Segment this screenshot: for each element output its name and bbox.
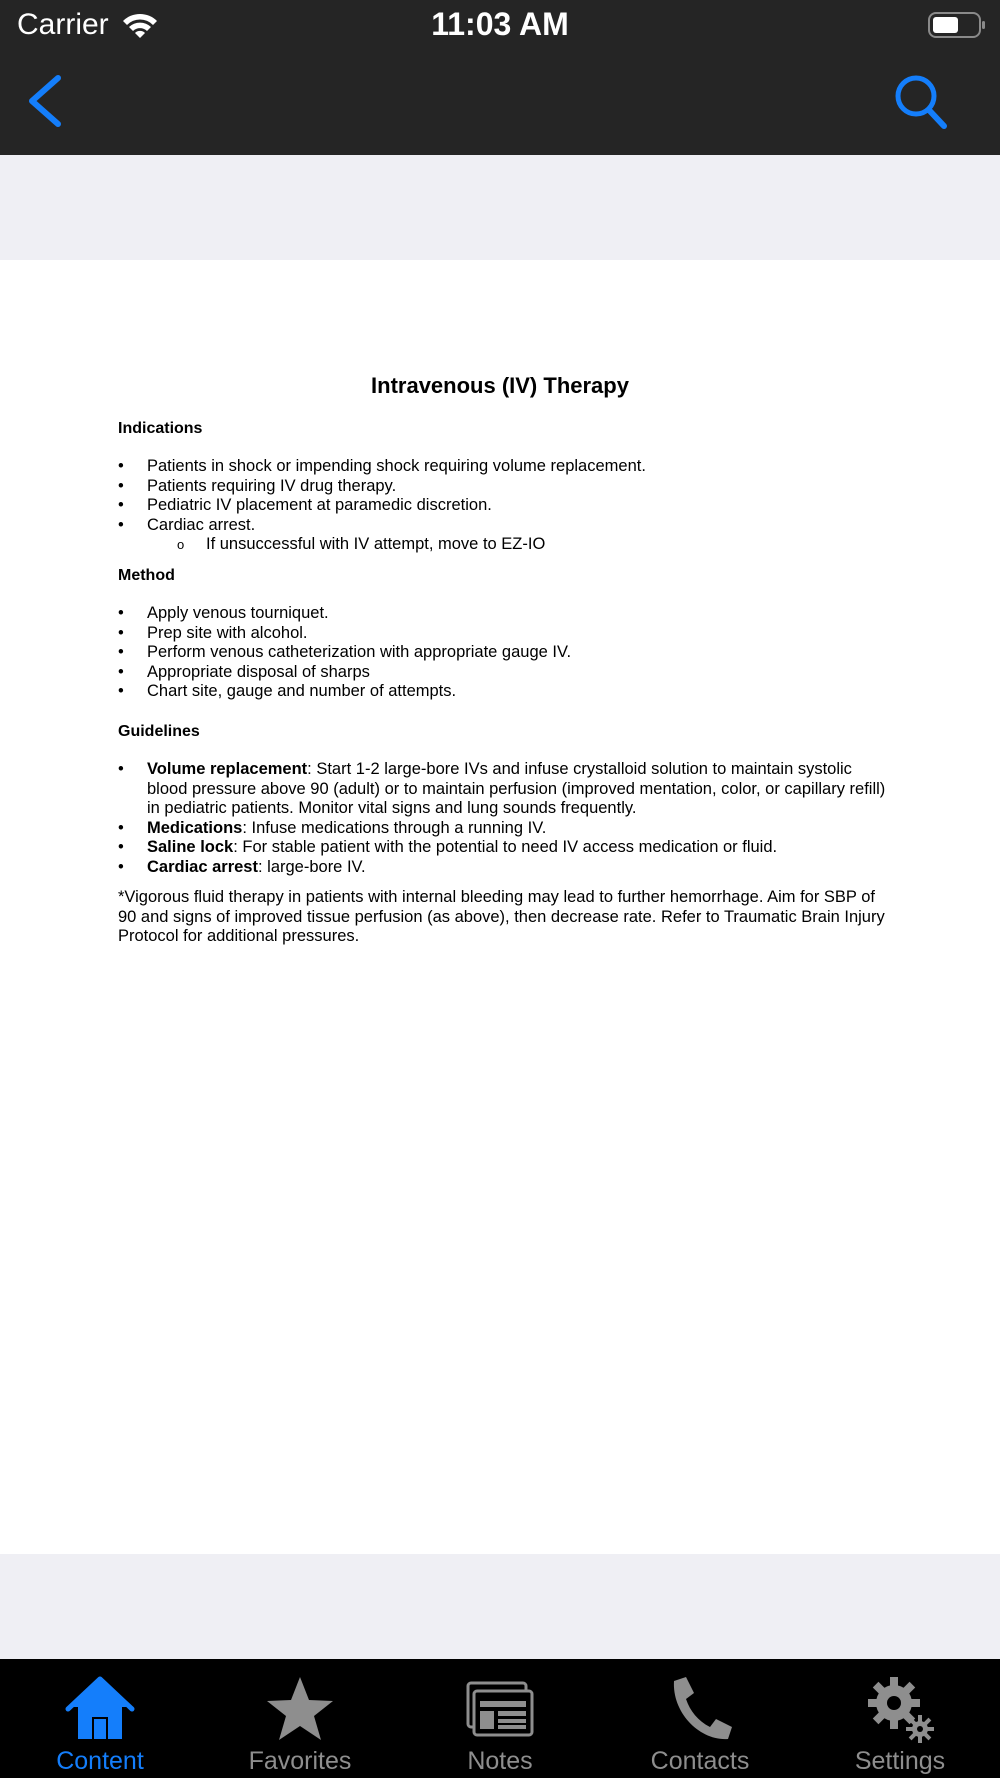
list-item: • Patients requiring IV drug therapy.: [118, 476, 397, 495]
tab-label: Contacts: [650, 1747, 750, 1775]
footnote: *Vigorous fluid therapy in patients with internal bleeding may lead to further hemorrhage. Aim for SBP of 90 and signs of improved tissue perfusion (as above), then decrease rate. Refer to Traumatic Brain Injury Protocol for additional pressures.: [118, 888, 885, 945]
navigation-bar: [0, 0, 1000, 155]
phone-icon: [664, 1673, 736, 1745]
indications-heading: Indications: [118, 420, 203, 437]
status-bar: [0, 0, 1000, 50]
guidelines-heading: Guidelines: [118, 723, 200, 740]
tab-notes[interactable]: [400, 1659, 600, 1778]
document-top-margin: [0, 155, 1000, 260]
list-item: • Medications: Infuse medications through a running IV.: [118, 818, 547, 837]
list-item: • Volume replacement: Start 1-2 large-bore IVs and infuse crystalloid solution to maintain systolic blood pressure above 90 (adult) or to maintain perfusion (improved mentation, color, or capillary refill) in pediatric patients. Monitor vital signs and lung sounds frequently.: [118, 760, 886, 817]
method-heading: Method: [118, 567, 175, 584]
tab-label: Favorites: [248, 1747, 352, 1775]
document-bottom-margin: [0, 1554, 1000, 1659]
tab-label: Content: [56, 1747, 144, 1775]
list-item: • Appropriate disposal of sharps: [118, 662, 370, 681]
list-item: • Saline lock: For stable patient with the potential to need IV access medication or fluid.: [118, 838, 778, 856]
back-button[interactable]: [22, 72, 68, 130]
tab-label: Settings: [854, 1747, 946, 1775]
list-item: • Pediatric IV placement at paramedic discretion.: [118, 496, 492, 514]
gear-icon: [864, 1673, 936, 1745]
tab-content[interactable]: [0, 1659, 200, 1778]
list-item: • Cardiac arrest: large-bore IV.: [118, 857, 366, 876]
list-item: • Cardiac arrest.: [118, 515, 256, 534]
battery-icon: [928, 12, 986, 38]
tab-contacts[interactable]: [600, 1659, 800, 1778]
notes-icon: [464, 1673, 536, 1745]
list-item: • Prep site with alcohol.: [118, 623, 308, 642]
indications-list: [118, 457, 888, 555]
list-item: • Chart site, gauge and number of attempts.: [118, 682, 457, 700]
tab-bar: [0, 1659, 1000, 1778]
carrier-label: Carrier: [17, 8, 109, 41]
list-item: • Patients in shock or impending shock requiring volume replacement.: [118, 457, 646, 475]
method-list: [118, 604, 888, 702]
search-icon[interactable]: [893, 72, 949, 130]
guidelines-list: [118, 760, 888, 877]
document-page: [0, 260, 1000, 1554]
document-title: Intravenous (IV) Therapy: [371, 373, 629, 398]
clock: 11:03 AM: [431, 6, 569, 42]
list-item: • Apply venous tourniquet.: [118, 604, 329, 622]
tab-label: Notes: [467, 1747, 533, 1775]
home-icon: [64, 1673, 136, 1745]
sub-list-item: o If unsuccessful with IV attempt, move to EZ-IO: [177, 535, 546, 553]
list-item: • Perform venous catheterization with appropriate gauge IV.: [118, 643, 572, 661]
tab-settings[interactable]: [800, 1659, 1000, 1778]
tab-favorites[interactable]: [200, 1659, 400, 1778]
star-icon: [264, 1673, 336, 1745]
